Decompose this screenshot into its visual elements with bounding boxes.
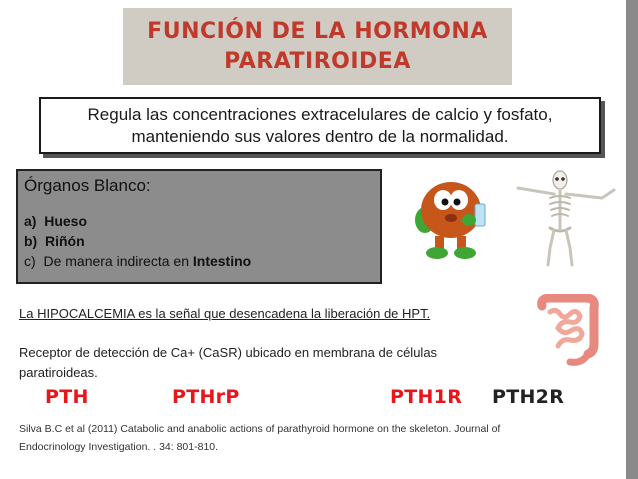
citation-line1: Silva B.C et al (2011) Catabolic and anabolic actions of parathyroid hormone on the skeleton. Journal of: [19, 423, 501, 435]
organ-item-kidney: [24, 231, 374, 251]
definition-line2: manteniendo sus valores dentro de la normalidad.: [131, 126, 509, 146]
target-organs-heading: Órganos Blanco:: [24, 176, 151, 195]
organ-marker: c): [24, 253, 36, 269]
target-organs-box: [16, 169, 382, 284]
intestine-illustration: [532, 294, 602, 368]
organ-marker: b): [24, 233, 38, 249]
hormone-label-pthrp: PTHrP: [172, 386, 240, 408]
organ-marker: a): [24, 213, 37, 229]
receptor-statement: Receptor de detección de Ca+ (CaSR) ubicado en membrana de células paratiroideas.: [19, 345, 438, 380]
receptor-label-pth2r: PTH2R: [492, 386, 565, 408]
organ-label: Hueso: [44, 213, 88, 229]
organ-label: Riñón: [45, 233, 85, 249]
citation: [19, 420, 559, 456]
organ-prefix: De manera indirecta en: [43, 253, 193, 269]
receptor-label-pth1r: PTH1R: [390, 386, 463, 408]
organ-item-intestine: [24, 251, 374, 271]
kidney-character-illustration: [395, 160, 495, 262]
page-title-line1: FUNCIÓN DE LA HORMONA: [147, 18, 488, 44]
hypocalcemia-statement: La HIPOCALCEMIA es la señal que desencadena la liberación de HPT.: [19, 306, 431, 321]
organ-label: Intestino: [192, 253, 252, 269]
slide-edge-stripe: [626, 0, 638, 479]
definition-line1: Regula las concentraciones extracelulares de calcio y fosfato,: [87, 104, 553, 124]
title-box: [123, 8, 512, 85]
definition-box: [39, 97, 601, 154]
page-title-line2: PARATIROIDEA: [224, 48, 411, 74]
hormone-label-pth: PTH: [45, 386, 89, 408]
citation-line2: Endocrinology Investigation. . 34: 801-810.: [19, 441, 219, 453]
skeleton-illustration: [510, 168, 620, 268]
organ-item-bone: [24, 211, 374, 231]
